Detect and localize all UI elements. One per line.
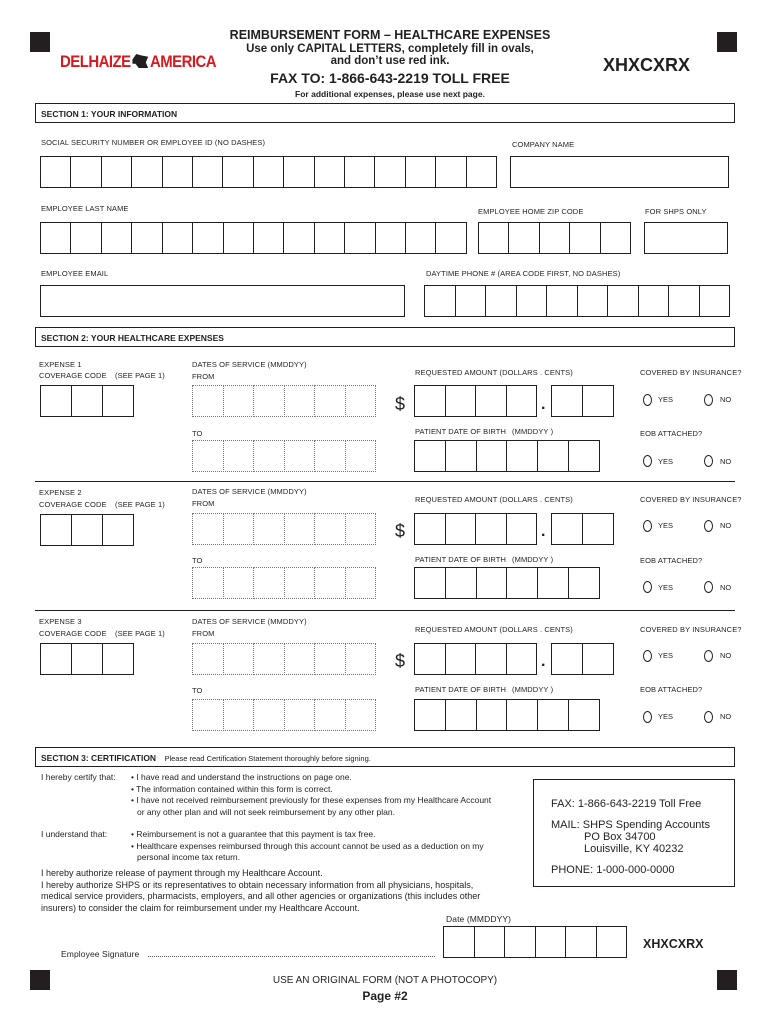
character-cell[interactable] [506, 440, 538, 472]
character-cell[interactable] [253, 643, 285, 675]
character-cell[interactable] [414, 513, 446, 545]
to-label: TO [192, 686, 203, 695]
character-cell[interactable] [102, 643, 134, 675]
character-cell[interactable] [314, 156, 345, 188]
no-label: NO [720, 651, 732, 660]
dates-label: DATES OF SERVICE (MMDDYY) [192, 487, 307, 496]
character-cell[interactable] [582, 385, 614, 417]
contact-info [551, 798, 710, 876]
eob-label: EOB ATTACHED? [640, 429, 703, 438]
character-cell[interactable] [71, 385, 103, 417]
covered-yes-oval[interactable] [643, 520, 652, 532]
see-page-label: (SEE PAGE 1) [115, 629, 165, 638]
character-cell[interactable] [374, 156, 405, 188]
character-cell[interactable] [537, 440, 569, 472]
character-cell[interactable] [283, 156, 314, 188]
expense-label: EXPENSE 3 [39, 617, 82, 626]
character-cell[interactable] [192, 222, 223, 254]
no-label: NO [720, 712, 732, 721]
character-cell[interactable] [223, 385, 255, 417]
character-cell[interactable] [508, 222, 539, 254]
character-cell[interactable] [568, 567, 600, 599]
covered-label: COVERED BY INSURANCE? [640, 368, 742, 377]
character-cell[interactable] [131, 222, 162, 254]
certify-item: • The information contained within this form is correct. [131, 783, 333, 794]
character-cell[interactable] [504, 926, 536, 958]
character-cell[interactable] [551, 385, 583, 417]
dollar-sign: $ [395, 521, 406, 541]
character-cell[interactable] [345, 385, 377, 417]
character-cell[interactable] [455, 285, 487, 317]
registration-mark [717, 970, 737, 990]
covered-no-oval[interactable] [704, 394, 713, 406]
yes-label: YES [658, 521, 674, 530]
dollar-sign: $ [395, 651, 406, 671]
character-cell[interactable] [70, 156, 101, 188]
character-cell[interactable] [223, 513, 255, 545]
character-cell[interactable] [582, 643, 614, 675]
signature-line[interactable] [148, 956, 435, 957]
dob-format-label: (MMDDYY ) [512, 685, 554, 694]
character-cell[interactable] [475, 385, 507, 417]
character-cell[interactable] [101, 156, 132, 188]
contact-mail: MAIL: SHPS Spending Accounts [551, 819, 710, 831]
character-cell[interactable] [314, 440, 346, 472]
character-cell[interactable] [101, 222, 132, 254]
email-field[interactable] [40, 285, 405, 317]
character-cell[interactable] [344, 156, 375, 188]
character-cell[interactable] [40, 385, 72, 417]
authorize-line: I hereby authorize SHPS or its representatives to obtain necessary information from all physicians, hospitals, [41, 879, 474, 890]
character-cell[interactable] [314, 567, 346, 599]
character-cell[interactable] [284, 513, 316, 545]
character-cell[interactable] [414, 643, 446, 675]
character-cell[interactable] [345, 699, 377, 731]
character-cell[interactable] [466, 156, 497, 188]
zip-label: EMPLOYEE HOME ZIP CODE [478, 207, 584, 216]
ssn-label: SOCIAL SECURITY NUMBER OR EMPLOYEE ID (NO DASHES) [41, 138, 266, 147]
expense-block [0, 484, 770, 610]
date-to-field[interactable] [192, 440, 375, 472]
character-cell[interactable] [435, 222, 466, 254]
company-name-field[interactable] [510, 156, 729, 188]
character-cell[interactable] [568, 440, 600, 472]
character-cell[interactable] [445, 385, 477, 417]
covered-label: COVERED BY INSURANCE? [640, 625, 742, 634]
eob-yes-oval[interactable] [643, 581, 652, 593]
character-cell[interactable] [414, 699, 446, 731]
character-cell[interactable] [253, 567, 285, 599]
last-name-label: EMPLOYEE LAST NAME [41, 204, 129, 213]
character-cell[interactable] [253, 699, 285, 731]
character-cell[interactable] [596, 926, 628, 958]
character-cell[interactable] [192, 440, 224, 472]
understand-item: • Healthcare expenses reimbursed through this account cannot be used as a deduction on my [131, 840, 484, 851]
section3-subtitle: Please read Certification Statement thoroughly before signing. [164, 754, 371, 763]
character-cell[interactable] [344, 222, 375, 254]
section1-header: SECTION 1: YOUR INFORMATION [35, 103, 735, 123]
understand-list [131, 829, 484, 864]
lion-icon [132, 54, 148, 68]
coverage-code-label: COVERAGE CODE [39, 371, 107, 380]
character-cell[interactable] [475, 513, 507, 545]
character-cell[interactable] [314, 222, 345, 254]
expense-block [0, 613, 770, 739]
character-cell[interactable] [162, 222, 193, 254]
character-cell[interactable] [192, 156, 223, 188]
eob-label: EOB ATTACHED? [640, 685, 703, 694]
character-cell[interactable] [223, 567, 255, 599]
divider [35, 481, 735, 482]
character-cell[interactable] [435, 156, 466, 188]
yes-label: YES [658, 712, 674, 721]
divider [35, 610, 735, 611]
fax-header: FAX TO: 1-866-643-2219 TOLL FREE [270, 70, 510, 86]
character-cell[interactable] [551, 513, 583, 545]
no-label: NO [720, 457, 732, 466]
character-cell[interactable] [506, 567, 538, 599]
company-label: COMPANY NAME [512, 140, 575, 149]
dob-format-label: (MMDDYY ) [512, 427, 554, 436]
contact-mail: PO Box 34700 [584, 831, 656, 843]
character-cell[interactable] [537, 699, 569, 731]
eob-label: EOB ATTACHED? [640, 556, 703, 565]
from-label: FROM [192, 629, 215, 638]
character-cell[interactable] [284, 643, 316, 675]
character-cell[interactable] [476, 440, 508, 472]
character-cell[interactable] [506, 513, 538, 545]
character-cell[interactable] [485, 285, 517, 317]
character-cell[interactable] [102, 514, 134, 546]
character-cell[interactable] [222, 156, 253, 188]
amount-cents-field[interactable] [551, 385, 613, 417]
character-cell[interactable] [375, 222, 406, 254]
character-cell[interactable] [445, 567, 477, 599]
character-cell[interactable] [405, 156, 436, 188]
contact-phone: PHONE: 1-000-000-0000 [551, 864, 675, 876]
character-cell[interactable] [607, 285, 639, 317]
signature-label: Employee Signature [61, 949, 140, 959]
no-label: NO [720, 521, 732, 530]
character-cell[interactable] [476, 567, 508, 599]
character-cell[interactable] [506, 385, 538, 417]
character-cell[interactable] [284, 385, 316, 417]
covered-label: COVERED BY INSURANCE? [640, 495, 742, 504]
coverage-code-field[interactable] [40, 514, 133, 546]
character-cell[interactable] [71, 643, 103, 675]
zip-code-field[interactable] [478, 222, 630, 254]
character-cell[interactable] [192, 567, 224, 599]
from-label: FROM [192, 372, 215, 381]
character-cell[interactable] [40, 222, 71, 254]
character-cell[interactable] [192, 513, 224, 545]
date-to-field[interactable] [192, 567, 375, 599]
ssn-field[interactable] [40, 156, 496, 188]
section3-header [35, 747, 735, 767]
character-cell[interactable] [516, 285, 548, 317]
character-cell[interactable] [345, 440, 377, 472]
covered-yes-oval[interactable] [643, 650, 652, 662]
character-cell[interactable] [345, 513, 377, 545]
character-cell[interactable] [223, 699, 255, 731]
dollar-sign: $ [395, 394, 406, 414]
dob-field[interactable] [414, 567, 599, 599]
character-cell[interactable] [40, 156, 71, 188]
logo-text-right: AMERICA [149, 52, 217, 71]
no-label: NO [720, 395, 732, 404]
registration-mark [30, 32, 50, 52]
amount-dollars-field[interactable] [414, 385, 536, 417]
amount-label: REQUESTED AMOUNT (DOLLARS . CENTS) [415, 495, 573, 504]
character-cell[interactable] [405, 222, 436, 254]
character-cell[interactable] [443, 926, 475, 958]
character-cell[interactable] [414, 385, 446, 417]
character-cell[interactable] [424, 285, 456, 317]
yes-label: YES [658, 651, 674, 660]
dates-label: DATES OF SERVICE (MMDDYY) [192, 617, 307, 626]
shps-only-label: FOR SHPS ONLY [645, 207, 707, 216]
character-cell[interactable] [577, 285, 609, 317]
character-cell[interactable] [600, 222, 631, 254]
expense-label: EXPENSE 1 [39, 360, 82, 369]
character-cell[interactable] [668, 285, 700, 317]
character-cell[interactable] [475, 643, 507, 675]
contact-fax: FAX: 1-866-643-2219 Toll Free [551, 798, 702, 810]
certify-item: or any other plan and will not seek reimbursement by any other plan. [137, 806, 395, 817]
decimal-point: . [541, 396, 546, 413]
character-cell[interactable] [414, 567, 446, 599]
coverage-code-field[interactable] [40, 385, 133, 417]
dob-label: PATIENT DATE OF BIRTH [415, 427, 506, 436]
registration-mark [30, 970, 50, 990]
certify-item: • I have not received reimbursement previously for these expenses from my Healthcare Account [131, 795, 492, 806]
coverage-code-label: COVERAGE CODE [39, 629, 107, 638]
authorize-line: insurers) to consider the claim for reimbursement under my Healthcare Account. [41, 902, 360, 913]
eob-no-oval[interactable] [704, 711, 713, 723]
authorize-line: I hereby authorize release of payment through my Healthcare Account. [41, 868, 323, 878]
amount-cents-field[interactable] [551, 643, 613, 675]
character-cell[interactable] [253, 440, 285, 472]
covered-no-oval[interactable] [704, 520, 713, 532]
certify-label: I hereby certify that: [41, 772, 116, 782]
date-from-field[interactable] [192, 513, 375, 545]
understand-item: • Reimbursement is not a guarantee that this payment is tax free. [131, 829, 376, 839]
character-cell[interactable] [40, 514, 72, 546]
decimal-point: . [541, 523, 546, 540]
date-from-field[interactable] [192, 385, 375, 417]
character-cell[interactable] [70, 222, 101, 254]
see-page-label: (SEE PAGE 1) [115, 500, 165, 509]
character-cell[interactable] [551, 643, 583, 675]
dob-field[interactable] [414, 699, 599, 731]
phone-label: DAYTIME PHONE # (AREA CODE FIRST, NO DASHES) [426, 269, 621, 278]
company-logo [60, 52, 216, 72]
no-label: NO [720, 583, 732, 592]
character-cell[interactable] [582, 513, 614, 545]
character-cell[interactable] [223, 643, 255, 675]
yes-label: YES [658, 583, 674, 592]
character-cell[interactable] [162, 156, 193, 188]
logo-text-left: DELHAIZE [60, 52, 131, 71]
contact-mail: Louisville, KY 40232 [584, 843, 684, 855]
character-cell[interactable] [569, 222, 600, 254]
character-cell[interactable] [345, 567, 377, 599]
to-label: TO [192, 556, 203, 565]
character-cell[interactable] [223, 440, 255, 472]
character-cell[interactable] [102, 385, 134, 417]
character-cell[interactable] [445, 513, 477, 545]
character-cell[interactable] [565, 926, 597, 958]
character-cell[interactable] [699, 285, 731, 317]
character-cell[interactable] [253, 513, 285, 545]
character-cell[interactable] [537, 567, 569, 599]
amount-dollars-field[interactable] [414, 513, 536, 545]
yes-label: YES [658, 395, 674, 404]
last-name-field[interactable] [40, 222, 466, 254]
expense-label: EXPENSE 2 [39, 488, 82, 497]
eob-no-oval[interactable] [704, 581, 713, 593]
email-label: EMPLOYEE EMAIL [41, 269, 109, 278]
amount-label: REQUESTED AMOUNT (DOLLARS . CENTS) [415, 625, 573, 634]
understand-label: I understand that: [41, 829, 108, 839]
amount-label: REQUESTED AMOUNT (DOLLARS . CENTS) [415, 368, 573, 377]
eob-yes-oval[interactable] [643, 711, 652, 723]
character-cell[interactable] [345, 643, 377, 675]
covered-yes-oval[interactable] [643, 394, 652, 406]
character-cell[interactable] [314, 699, 346, 731]
character-cell[interactable] [638, 285, 670, 317]
section3-title: SECTION 3: CERTIFICATION [41, 753, 157, 763]
coverage-code-field[interactable] [40, 643, 133, 675]
character-cell[interactable] [253, 222, 284, 254]
date-from-field[interactable] [192, 643, 375, 675]
authorization-text [41, 868, 480, 914]
character-cell[interactable] [535, 926, 567, 958]
character-cell[interactable] [284, 699, 316, 731]
form-code: XHXCXRX [603, 55, 691, 75]
dob-label: PATIENT DATE OF BIRTH [415, 685, 506, 694]
character-cell[interactable] [284, 440, 316, 472]
character-cell[interactable] [445, 699, 477, 731]
character-cell[interactable] [192, 385, 224, 417]
character-cell[interactable] [414, 440, 446, 472]
covered-no-oval[interactable] [704, 650, 713, 662]
character-cell[interactable] [284, 567, 316, 599]
character-cell[interactable] [40, 643, 72, 675]
eob-yes-oval[interactable] [643, 455, 652, 467]
additional-note: For additional expenses, please use next page. [295, 89, 485, 99]
dates-label: DATES OF SERVICE (MMDDYY) [192, 360, 307, 369]
character-cell[interactable] [478, 222, 509, 254]
understand-item: personal income tax return. [137, 852, 240, 863]
eob-no-oval[interactable] [704, 455, 713, 467]
registration-mark [717, 32, 737, 52]
date-to-field[interactable] [192, 699, 375, 731]
character-cell[interactable] [253, 385, 285, 417]
character-cell[interactable] [253, 156, 284, 188]
character-cell[interactable] [539, 222, 570, 254]
character-cell[interactable] [314, 643, 346, 675]
character-cell[interactable] [283, 222, 314, 254]
amount-cents-field[interactable] [551, 513, 613, 545]
page-number: Page #2 [362, 989, 408, 1003]
original-form-note: USE AN ORIGINAL FORM (NOT A PHOTOCOPY) [272, 975, 498, 986]
see-page-label: (SEE PAGE 1) [115, 371, 165, 380]
amount-dollars-field[interactable] [414, 643, 536, 675]
character-cell[interactable] [223, 222, 254, 254]
dob-format-label: (MMDDYY ) [512, 555, 554, 564]
instructions-line: Use only CAPITAL LETTERS, completely fill in ovals, [246, 43, 534, 55]
section2-header: SECTION 2: YOUR HEALTHCARE EXPENSES [35, 327, 735, 347]
decimal-point: . [541, 653, 546, 670]
dob-field[interactable] [414, 440, 599, 472]
phone-field[interactable] [424, 285, 729, 317]
character-cell[interactable] [71, 514, 103, 546]
signature-date-field[interactable] [443, 926, 626, 958]
character-cell[interactable] [314, 513, 346, 545]
form-title: REIMBURSEMENT FORM – HEALTHCARE EXPENSES [229, 28, 551, 42]
character-cell[interactable] [192, 699, 224, 731]
instructions-line: and don’t use red ink. [330, 55, 450, 67]
character-cell[interactable] [445, 643, 477, 675]
character-cell[interactable] [131, 156, 162, 188]
character-cell[interactable] [506, 699, 538, 731]
certify-item: • I have read and understand the instructions on page one. [131, 772, 352, 782]
authorize-line: medical service providers, pharmacists, employers, and all other agencies or organizations (this includes other [41, 891, 481, 902]
character-cell[interactable] [192, 643, 224, 675]
expense-block [0, 356, 770, 482]
character-cell[interactable] [568, 699, 600, 731]
shps-only-field [644, 222, 728, 254]
to-label: TO [192, 429, 203, 438]
character-cell[interactable] [476, 699, 508, 731]
dob-label: PATIENT DATE OF BIRTH [415, 555, 506, 564]
character-cell[interactable] [445, 440, 477, 472]
character-cell[interactable] [506, 643, 538, 675]
from-label: FROM [192, 499, 215, 508]
character-cell[interactable] [314, 385, 346, 417]
character-cell[interactable] [546, 285, 578, 317]
character-cell[interactable] [474, 926, 506, 958]
certify-list [131, 772, 491, 818]
date-label: Date (MMDDYY) [446, 914, 512, 924]
form-instructions [200, 43, 580, 67]
coverage-code-label: COVERAGE CODE [39, 500, 107, 509]
yes-label: YES [658, 457, 674, 466]
footer-code: XHXCXRX [643, 937, 704, 951]
